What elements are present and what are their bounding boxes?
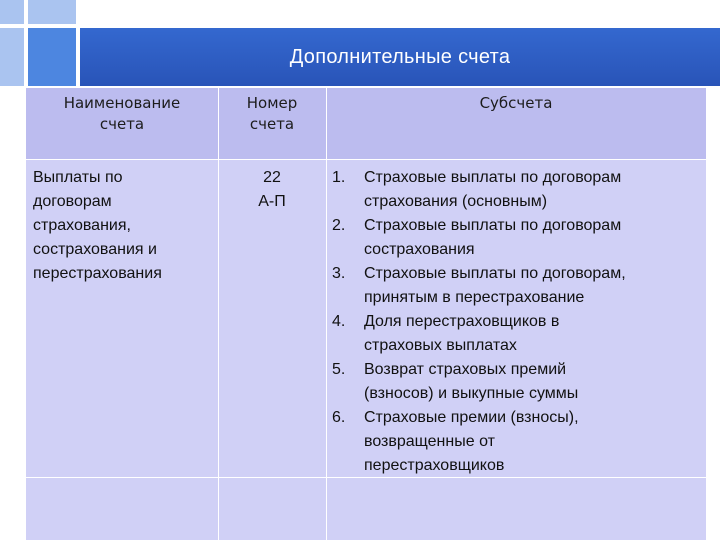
item-text: Страховые премии (взносы), возвращенные от перестраховщиков	[364, 409, 579, 474]
header-account-number: Номер счета	[246, 94, 298, 133]
item-text: Доля перестраховщиков в страховых выплатах	[364, 313, 560, 354]
cell-account-number: 22 А-П	[258, 169, 286, 210]
slide-title: Дополнительные счета	[289, 46, 511, 68]
header-subaccounts: Субсчета	[479, 94, 553, 112]
cell-account-name: Выплаты по договорам страхования, сострахования и перестрахования	[33, 169, 162, 282]
item-number: 5.	[332, 361, 346, 378]
column-divider	[326, 88, 327, 540]
column-divider	[218, 88, 219, 540]
item-text: Страховые выплаты по договорам сострахования	[364, 217, 622, 258]
decor-square	[0, 0, 24, 24]
item-number: 6.	[332, 409, 346, 426]
item-number: 1.	[332, 169, 346, 186]
decor-square	[28, 28, 76, 86]
item-number: 2.	[332, 217, 346, 234]
header-account-name: Наименование счета	[63, 94, 181, 133]
item-number: 3.	[332, 265, 346, 282]
item-text: Страховые выплаты по договорам, принятым в перестрахование	[364, 265, 626, 306]
list-item	[332, 310, 702, 358]
list-item	[332, 166, 702, 214]
list-item	[332, 406, 702, 478]
accounts-table	[26, 88, 706, 540]
list-item	[332, 262, 702, 310]
decor-square	[0, 28, 24, 86]
decor-square	[28, 0, 76, 24]
subaccount-list	[332, 166, 702, 478]
item-text: Возврат страховых премий (взносов) и выкупные суммы	[364, 361, 579, 402]
row-divider	[26, 159, 706, 160]
list-item	[332, 214, 702, 262]
item-text: Страховые выплаты по договорам страхования (основным)	[364, 169, 622, 210]
item-number: 4.	[332, 313, 346, 330]
list-item	[332, 358, 702, 406]
title-banner	[80, 28, 720, 86]
